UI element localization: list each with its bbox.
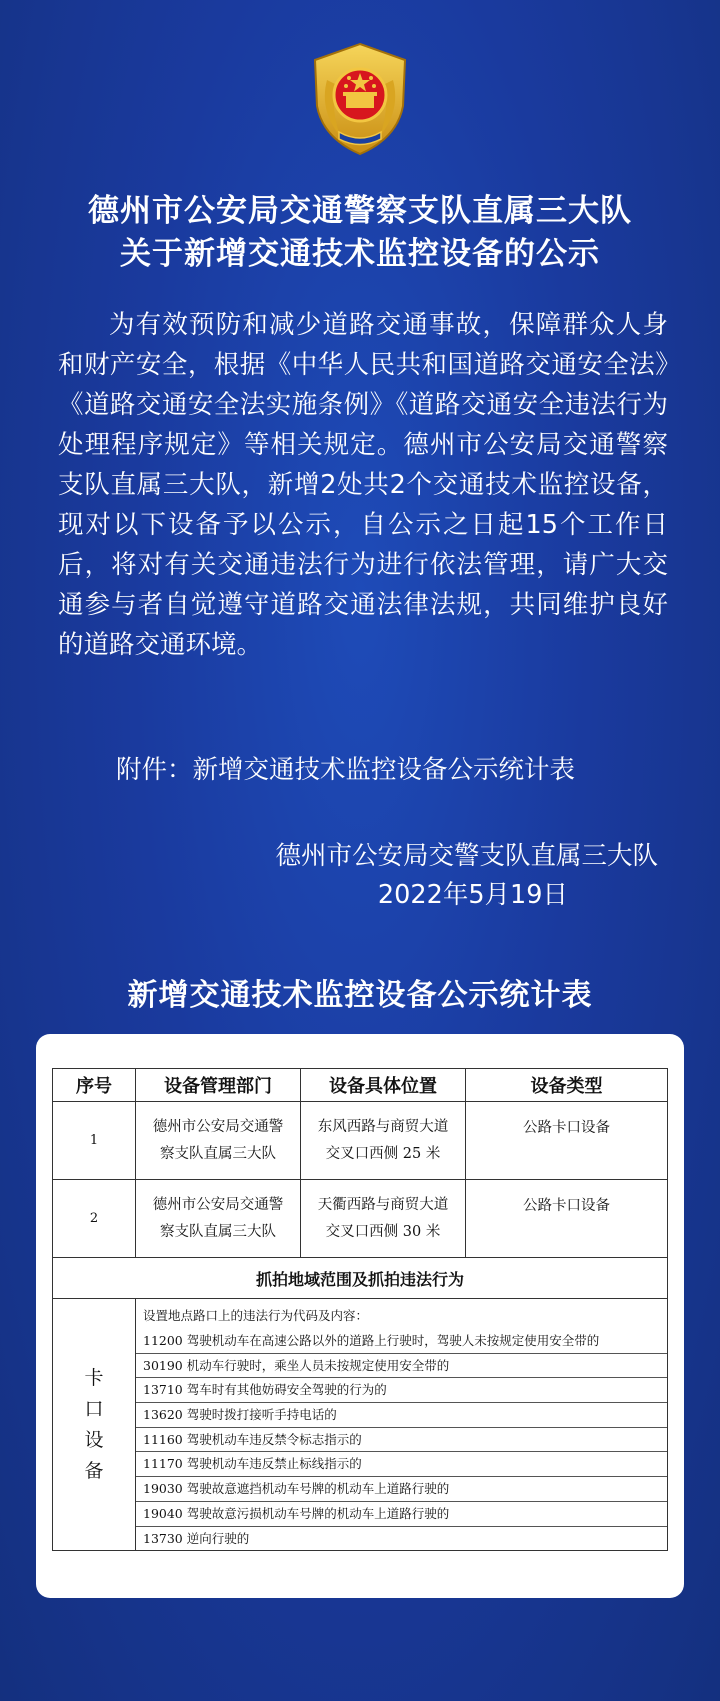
attachment-note: 附件：新增交通技术监控设备公示统计表 (116, 755, 576, 785)
header-location: 设备具体位置 (301, 1069, 466, 1102)
row-dept-line1: 德州市公安局交通警 (152, 1118, 284, 1135)
device-label-char: 口 (84, 1397, 104, 1420)
row-no: 1 (53, 1102, 136, 1180)
row-dept-line2: 察支队直属三大队 (160, 1145, 276, 1162)
list-item: 11200 驾驶机动车在高速公路以外的道路上行驶时，驾驶人未按规定使用安全带的 (136, 1329, 667, 1354)
row-dept (136, 1102, 301, 1180)
device-label-char: 卡 (84, 1366, 104, 1389)
row-type: 公路卡口设备 (466, 1102, 668, 1180)
violations-intro: 设置地点路口上的违法行为代码及内容： (143, 1308, 369, 1323)
signature-date: 2022年5月19日 (377, 880, 568, 910)
police-emblem-icon (305, 40, 415, 158)
header-dept: 设备管理部门 (136, 1069, 301, 1102)
list-item: 30190 机动车行驶时，乘坐人员未按规定使用安全带的 (136, 1354, 667, 1379)
row-location-line2: 交叉口西侧 30 米 (325, 1223, 441, 1240)
header-type: 设备类型 (466, 1069, 668, 1102)
signature-org: 德州市公安局交警支队直属三大队 (275, 841, 658, 871)
list-item: 11170 驾驶机动车违反禁止标线指示的 (136, 1452, 667, 1477)
table-heading: 新增交通技术监控设备公示统计表 (127, 978, 593, 1013)
row-location (301, 1102, 466, 1180)
row-location-line1: 东风西路与商贸大道 (317, 1118, 449, 1135)
row-dept-line2: 察支队直属三大队 (160, 1223, 276, 1240)
header-no: 序号 (53, 1069, 136, 1102)
table-row (53, 1180, 668, 1258)
list-item: 19030 驾驶故意遮挡机动车号牌的机动车上道路行驶的 (136, 1477, 667, 1502)
device-label-char: 设 (84, 1428, 104, 1451)
list-item: 13620 驾驶时拨打接听手持电话的 (136, 1403, 667, 1428)
device-table (52, 1068, 668, 1551)
row-type: 公路卡口设备 (466, 1180, 668, 1258)
violations-row (53, 1299, 668, 1551)
violations-list (136, 1299, 668, 1551)
row-dept-line1: 德州市公安局交通警 (152, 1196, 284, 1213)
notice-title-line2: 关于新增交通技术监控设备的公示 (120, 236, 600, 272)
section-title: 抓拍地域范围及抓拍违法行为 (53, 1258, 668, 1299)
table-header-row (53, 1069, 668, 1102)
row-location-line2: 交叉口西侧 25 米 (325, 1145, 441, 1162)
list-item: 13730 逆向行驶的 (143, 1530, 250, 1546)
table-card (36, 1034, 684, 1598)
list-item: 19040 驾驶故意污损机动车号牌的机动车上道路行驶的 (136, 1502, 667, 1527)
row-no: 2 (53, 1180, 136, 1258)
device-label (53, 1299, 136, 1551)
list-item: 11160 驾驶机动车违反禁令标志指示的 (136, 1428, 667, 1453)
table-row (53, 1102, 668, 1180)
section-title-row (53, 1258, 668, 1299)
row-dept (136, 1180, 301, 1258)
list-item: 13710 驾车时有其他妨碍安全驾驶的行为的 (136, 1378, 667, 1403)
row-location (301, 1180, 466, 1258)
device-label-char: 备 (84, 1459, 104, 1482)
notice-body: 为有效预防和减少道路交通事故，保障群众人身和财产安全，根据《中华人民共和国道路交通安全法》《道路交通安全法实施条例》《道路交通安全违法行为处理程序规定》等相关规定。德州市公安局交通警察支队直属三大队，新增2处共2个交通技术监控设备，现对以下设备予以公示，自公示之日起15个工作日后，将对有关交通违法行为进行依法管理，请广大交通参与者自觉遵守道路交通法律法规，共同维护良好的道路交通环境。 (58, 310, 668, 660)
notice-title-line1: 德州市公安局交通警察支队直属三大队 (88, 193, 632, 229)
row-location-line1: 天衢西路与商贸大道 (317, 1196, 449, 1213)
